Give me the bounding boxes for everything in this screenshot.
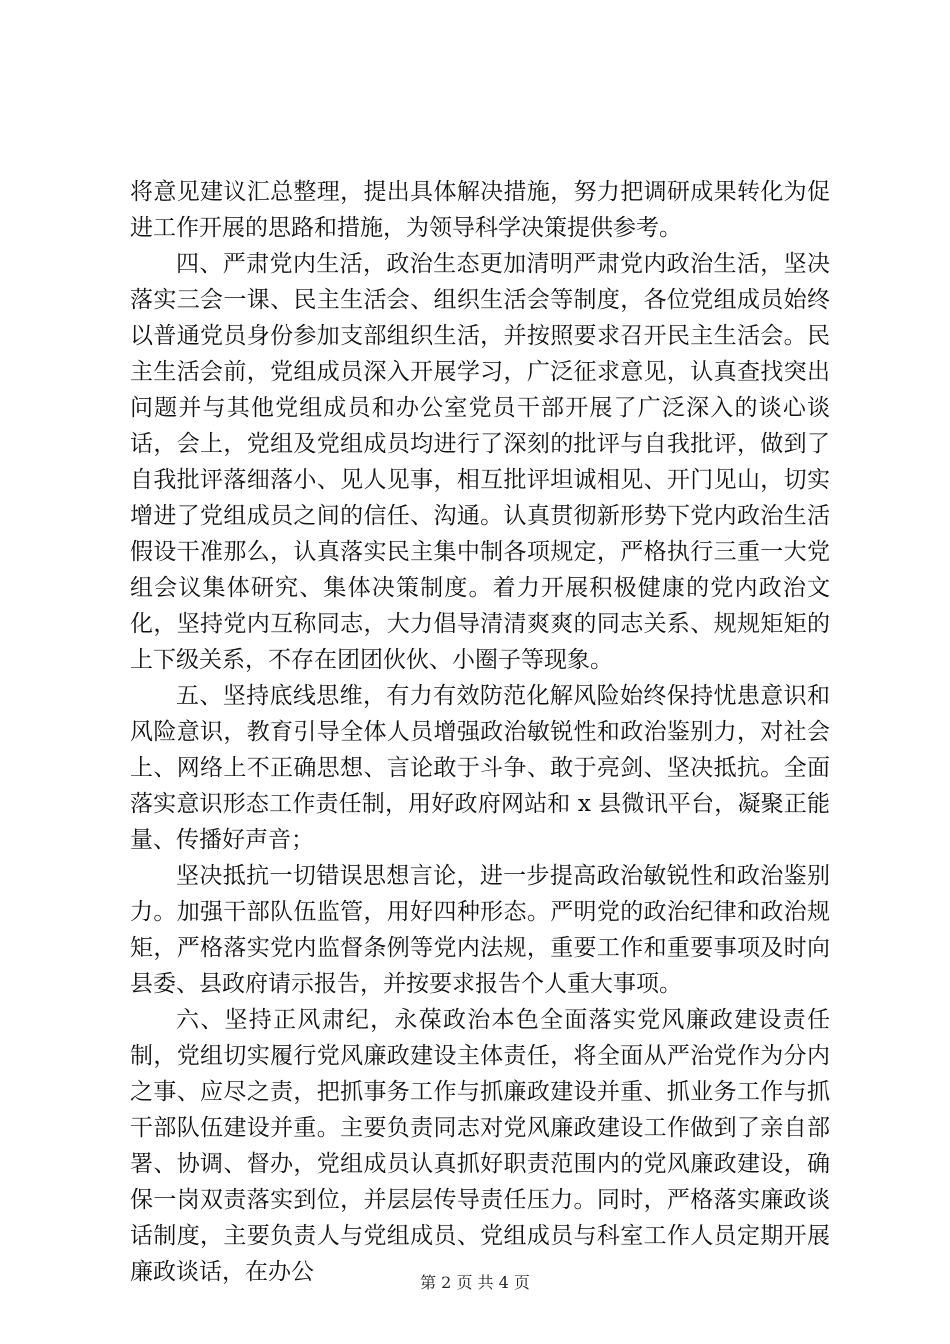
- page-number-label: 第 2 页 共 4 页: [420, 1273, 530, 1292]
- document-body: [130, 174, 830, 1290]
- paragraph-section-five: 五、坚持底线思维，有力有效防范化解风险始终保持忧患意识和风险意识，教育引导全体人员增强政治敏锐性和政治鉴别力，对社会上、网络上不正确思想、言论敢于斗争、敢于亮剑、坚决抵抗。全面落实意识形态工作责任制，用好政府网站和 x 县微讯平台，凝聚正能量、传播好声音；: [130, 683, 830, 853]
- paragraph-continuation: 将意见建议汇总整理，提出具体解决措施，努力把调研成果转化为促进工作开展的思路和措施，为领导科学决策提供参考。: [130, 179, 830, 241]
- page-footer: [0, 1270, 950, 1293]
- paragraph-section-six: 六、坚持正风肃纪，永葆政治本色全面落实党风廉政建设责任制，党组切实履行党风廉政建设主体责任，将全面从严治党作为分内之事、应尽之责，把抓事务工作与抓廉政建设并重、抓业务工作与抓干部队伍建设并重。主要负责同志对党风廉政建设工作做到了亲自部署、协调、督办，党组成员认真抓好职责范围内的党风廉政建设，确保一岗双责落实到位，并层层传导责任压力。同时，严格落实廉政谈话制度，主要负责人与党组成员、党组成员与科室工作人员定期开展廉政谈话，在办公: [130, 1007, 830, 1285]
- paragraph-section-four: 四、严肃党内生活，政治生态更加清明严肃党内政治生活，坚决落实三会一课、民主生活会、组织生活会等制度，各位党组成员始终以普通党员身份参加支部组织生活，并按照要求召开民主生活会。民主生活会前，党组成员深入开展学习，广泛征求意见，认真查找突出问题并与其他党组成员和办公室党员干部开展了广泛深入的谈心谈话，会上，党组及党组成员均进行了深刻的批评与自我批评，做到了自我批评落细落小、见人见事，相互批评坦诚相见、开门见山，切实增进了党组成员之间的信任、沟通。认真贯彻新形势下党内政治生活假设干准那么，认真落实民主集中制各项规定，严格执行三重一大党组会议集体研究、集体决策制度。着力开展积极健康的党内政治文化，坚持党内互称同志，大力倡导清清爽爽的同志关系、规规矩矩的上下级关系，不存在团团伙伙、小圈子等现象。: [130, 251, 830, 673]
- paragraph-section-five-continued: 坚决抵抗一切错误思想言论，进一步提高政治敏锐性和政治鉴别力。加强干部队伍监管，用好四种形态。严明党的政治纪律和政治规矩，严格落实党内监督条例等党内法规，重要工作和重要事项及时向县委、县政府请示报告，并按要求报告个人重大事项。: [130, 863, 830, 997]
